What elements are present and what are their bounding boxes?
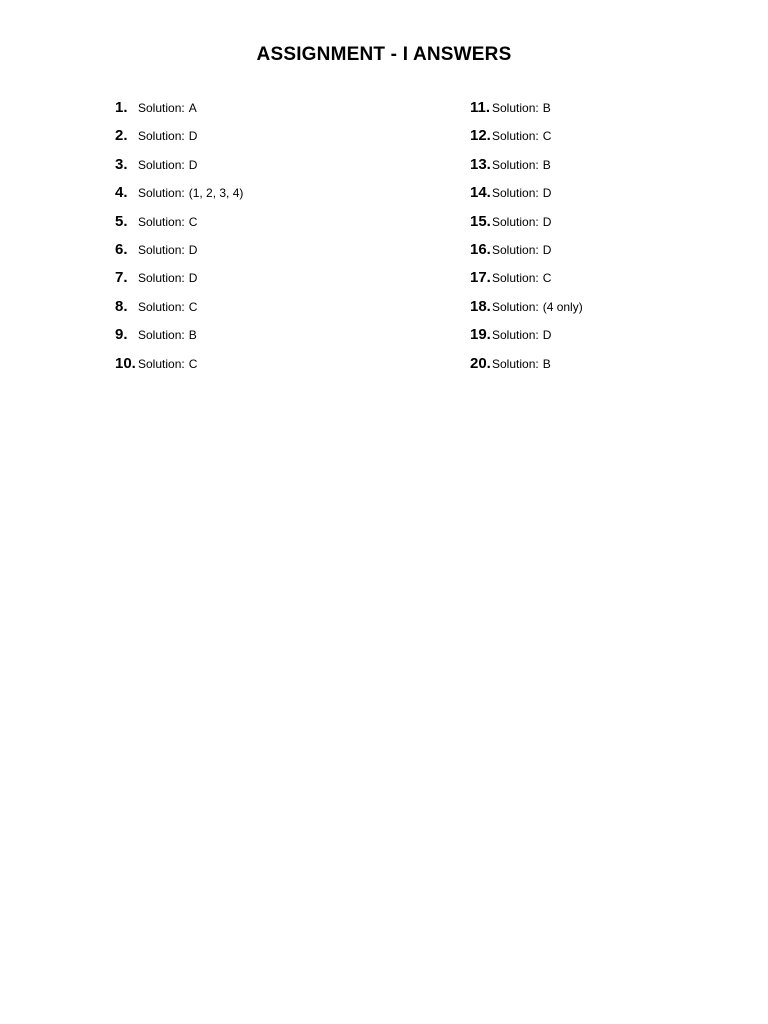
- solution-label: Solution:: [138, 299, 185, 314]
- question-number: 15.: [470, 212, 491, 230]
- solution-value: D: [542, 214, 552, 229]
- answer-row: [470, 99, 583, 127]
- solution-value: C: [542, 271, 552, 286]
- answer-row: [115, 355, 243, 383]
- question-number: 10.: [115, 354, 136, 372]
- solution-label: Solution:: [492, 299, 539, 314]
- answer-row: [115, 269, 243, 297]
- answer-row: [470, 156, 583, 184]
- answer-row: [470, 298, 583, 326]
- answer-row: [470, 326, 583, 354]
- solution-value: C: [542, 129, 552, 144]
- solution-value: B: [188, 328, 197, 343]
- answer-row: [470, 127, 583, 155]
- answer-row: [470, 213, 583, 241]
- question-number: 8.: [115, 297, 128, 315]
- question-number: 12.: [470, 127, 491, 145]
- solution-label: Solution:: [138, 271, 185, 286]
- question-number: 7.: [115, 269, 128, 287]
- answer-row: [115, 241, 243, 269]
- solution-label: Solution:: [138, 214, 185, 229]
- answer-row: [470, 241, 583, 269]
- page-title: ASSIGNMENT - I ANSWERS: [256, 44, 512, 65]
- solution-label: Solution:: [138, 129, 185, 144]
- question-number: 3.: [115, 155, 128, 173]
- answers-column-right: [470, 99, 583, 383]
- solution-label: Solution:: [492, 157, 539, 172]
- solution-value: D: [542, 328, 552, 343]
- question-number: 11.: [470, 99, 491, 116]
- question-number: 5.: [115, 212, 128, 230]
- solution-label: Solution:: [492, 242, 539, 257]
- solution-value: (1, 2, 3, 4): [188, 186, 244, 201]
- answer-row: [470, 355, 583, 383]
- solution-value: C: [188, 356, 198, 371]
- solution-value: D: [188, 242, 198, 257]
- solution-value: B: [542, 356, 551, 371]
- answer-row: [115, 156, 243, 184]
- solution-label: Solution:: [492, 129, 539, 144]
- question-number: 6.: [115, 240, 128, 258]
- solution-label: Solution:: [138, 356, 185, 371]
- answer-row: [470, 184, 583, 212]
- answer-row: [115, 298, 243, 326]
- question-number: 17.: [470, 269, 491, 287]
- question-number: 9.: [115, 326, 128, 344]
- solution-label: Solution:: [492, 186, 539, 201]
- solution-value: (4 only): [542, 299, 583, 314]
- solution-label: Solution:: [492, 214, 539, 229]
- solution-label: Solution:: [492, 356, 539, 371]
- question-number: 2.: [115, 127, 128, 145]
- solution-label: Solution:: [138, 328, 185, 343]
- answer-row: [115, 99, 243, 127]
- question-number: 4.: [115, 184, 128, 202]
- solution-label: Solution:: [492, 101, 539, 115]
- question-number: 18.: [470, 297, 491, 315]
- question-number: 16.: [470, 240, 491, 258]
- solution-value: B: [542, 157, 551, 172]
- answers-column-left: [115, 99, 243, 383]
- solution-label: Solution:: [138, 101, 185, 115]
- question-number: 13.: [470, 155, 491, 173]
- solution-value: C: [188, 299, 198, 314]
- solution-value: D: [542, 186, 552, 201]
- solution-label: Solution:: [138, 186, 185, 201]
- solution-value: D: [188, 157, 198, 172]
- answer-row: [115, 184, 243, 212]
- question-number: 1.: [115, 99, 128, 116]
- solution-value: D: [188, 271, 198, 286]
- solution-label: Solution:: [138, 157, 185, 172]
- solution-value: B: [542, 101, 551, 115]
- solution-label: Solution:: [492, 328, 539, 343]
- answer-row: [115, 213, 243, 241]
- solution-value: A: [188, 101, 197, 115]
- answer-row: [115, 127, 243, 155]
- solution-label: Solution:: [138, 242, 185, 257]
- question-number: 14.: [470, 184, 491, 202]
- solution-value: C: [188, 214, 198, 229]
- question-number: 20.: [470, 354, 491, 372]
- solution-label: Solution:: [492, 271, 539, 286]
- answer-row: [115, 326, 243, 354]
- solution-value: D: [542, 242, 552, 257]
- question-number: 19.: [470, 326, 491, 344]
- answer-row: [470, 269, 583, 297]
- solution-value: D: [188, 129, 198, 144]
